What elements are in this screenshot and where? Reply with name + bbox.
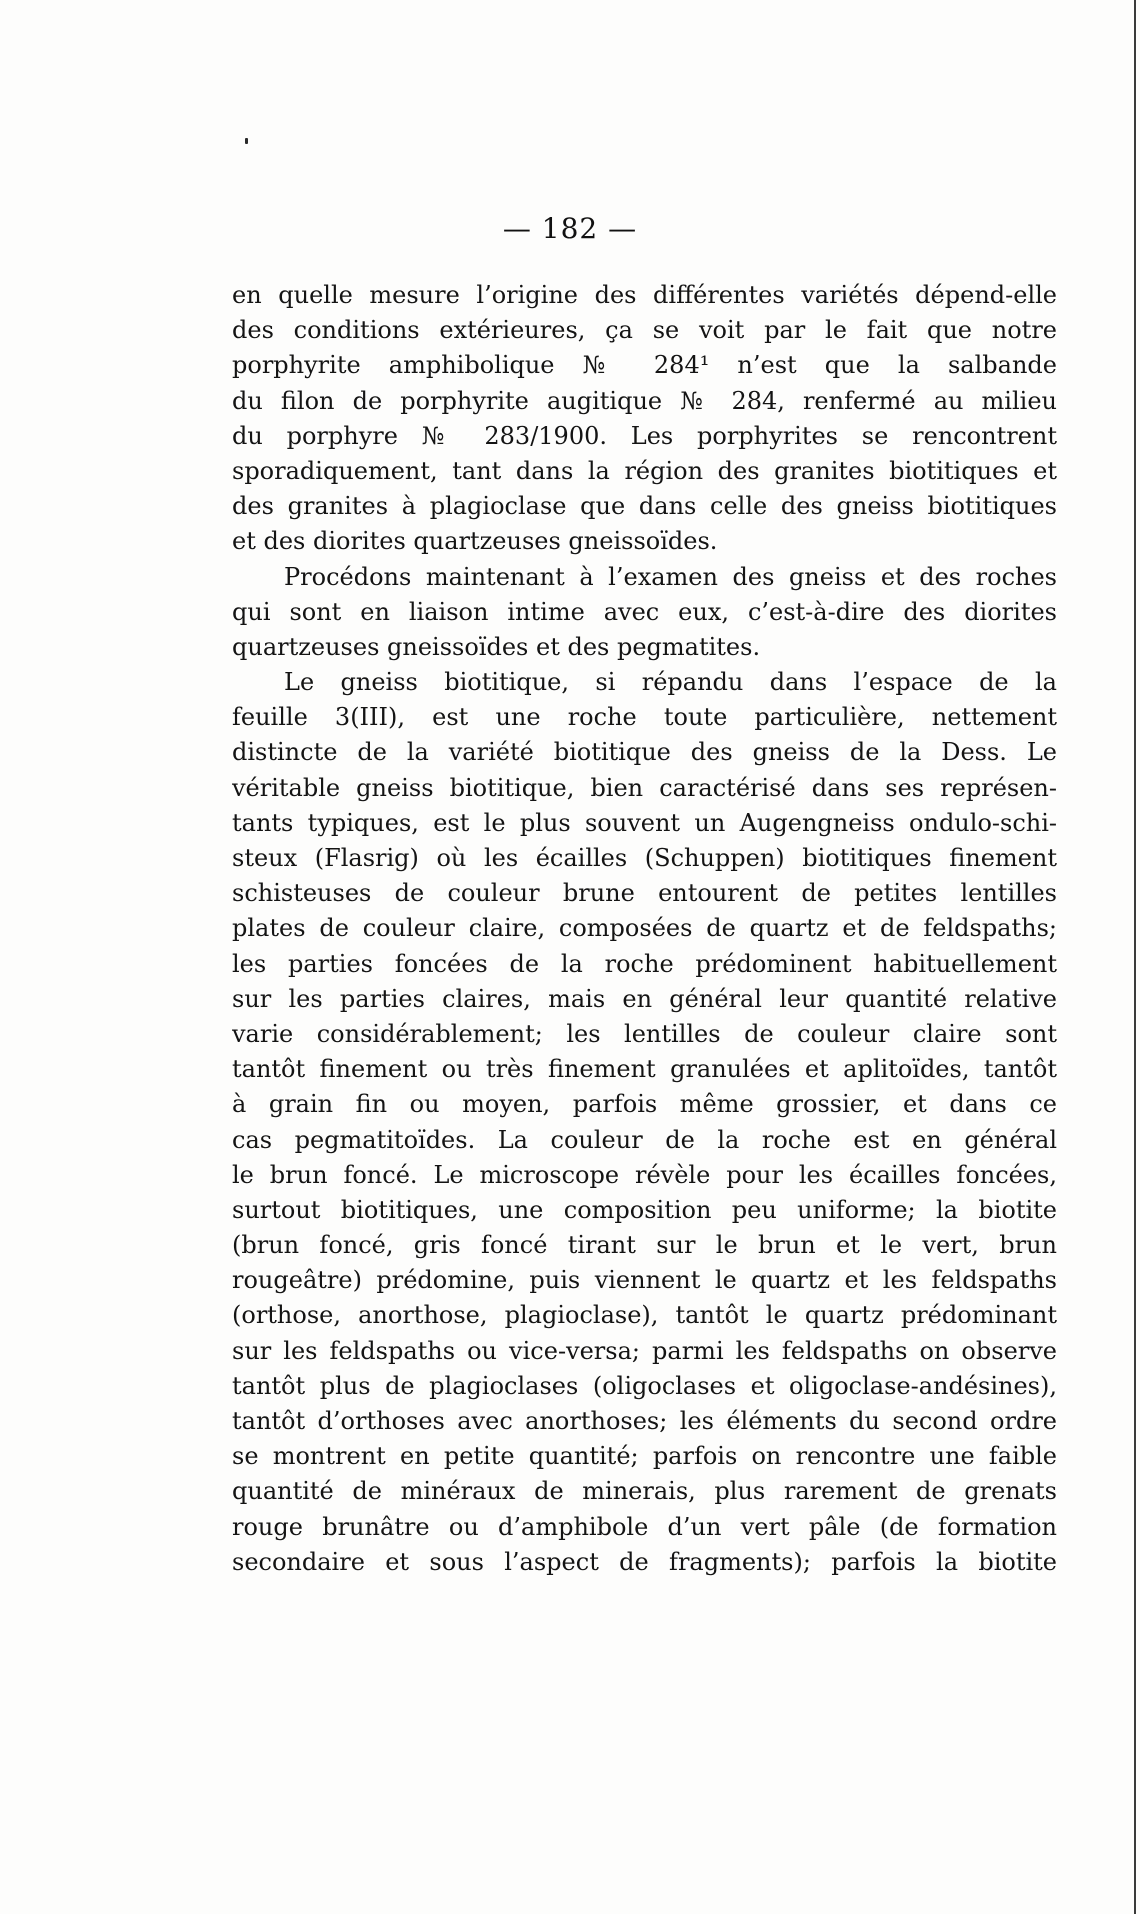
text-line: et des diorites quartzeuses gneissoïdes.	[232, 527, 718, 556]
text-line: (brun foncé, gris foncé tirant sur le brun et le vert, brun	[232, 1231, 1057, 1260]
text-line: véritable gneiss biotitique, bien caractérisé dans ses représen-	[232, 773, 1057, 802]
text-line: les parties foncées de la roche prédominent habituellement	[232, 949, 1057, 978]
page-edge-rule	[1134, 0, 1136, 1914]
text-line: rougeâtre) prédomine, puis viennent le quartz et les feldspaths	[232, 1266, 1057, 1295]
text-line: tantôt plus de plagioclases (oligoclases et oligoclase-andésines),	[232, 1371, 1057, 1400]
text-line: Le gneiss biotitique, si répandu dans l’espace de la	[284, 668, 1057, 697]
text-line: du porphyre № 283/1900. Les porphyrites se rencontrent	[232, 421, 1057, 450]
ink-speck	[245, 138, 248, 144]
text-line: qui sont en liaison intime avec eux, c’est-à-dire des diorites	[232, 597, 1057, 626]
text-line: sporadiquement, tant dans la région des granites biotitiques et	[232, 456, 1057, 485]
text-line: cas pegmatitoïdes. La couleur de la roche est en général	[232, 1125, 1057, 1154]
text-line: plates de couleur claire, composées de quartz et de feldspaths;	[232, 914, 1057, 943]
text-line: des granites à plagioclase que dans celle des gneiss biotitiques	[232, 492, 1057, 521]
text-line: le brun foncé. Le microscope révèle pour les écailles foncées,	[232, 1160, 1057, 1189]
text-line: du filon de porphyrite augitique № 284, renfermé au milieu	[232, 386, 1057, 415]
text-line: porphyrite amphibolique № 284¹ n’est que la salbande	[232, 351, 1057, 380]
text-line: surtout biotitiques, une composition peu uniforme; la biotite	[232, 1195, 1057, 1224]
text-line: rouge brunâtre ou d’amphibole d’un vert pâle (de formation	[232, 1512, 1057, 1541]
text-line: distincte de la variété biotitique des gneiss de la Dess. Le	[232, 738, 1057, 767]
text-line: feuille 3(III), est une roche toute particulière, nettement	[232, 703, 1057, 732]
text-line: tantôt finement ou très finement granulées et aplitoïdes, tantôt	[232, 1055, 1057, 1084]
text-line: tantôt d’orthoses avec anorthoses; les éléments du second ordre	[232, 1407, 1057, 1435]
text-line: varie considérablement; les lentilles de couleur claire sont	[232, 1019, 1057, 1048]
text-line: en quelle mesure l’origine des différentes variétés dépend-elle	[232, 281, 1057, 309]
text-line: quantité de minéraux de minerais, plus rarement de grenats	[232, 1477, 1057, 1506]
text-line: se montrent en petite quantité; parfois on rencontre une faible	[232, 1442, 1057, 1471]
text-line: à grain fin ou moyen, parfois même grossier, et dans ce	[232, 1090, 1057, 1119]
text-line: (orthose, anorthose, plagioclase), tantôt le quartz prédominant	[232, 1301, 1057, 1330]
text-line: des conditions extérieures, ça se voit par le fait que notre	[232, 316, 1057, 345]
text-line: schisteuses de couleur brune entourent de petites lentilles	[232, 879, 1057, 908]
text-line: sur les feldspaths ou vice-versa; parmi les feldspaths on observe	[232, 1336, 1057, 1365]
page-number: — 182 —	[502, 212, 638, 245]
text-line: quartzeuses gneissoïdes et des pegmatites.	[232, 632, 761, 661]
text-line: steux (Flasrig) où les écailles (Schuppen) biotitiques finement	[232, 844, 1057, 872]
text-line: tants typiques, est le plus souvent un Augengneiss ondulo-schi-	[232, 808, 1057, 837]
text-line: Procédons maintenant à l’examen des gneiss et des roches	[284, 562, 1057, 591]
text-line: secondaire et sous l’aspect de fragments); parfois la biotite	[232, 1547, 1057, 1576]
body-text	[232, 278, 1057, 1580]
text-line: sur les parties claires, mais en général leur quantité relative	[232, 984, 1057, 1013]
